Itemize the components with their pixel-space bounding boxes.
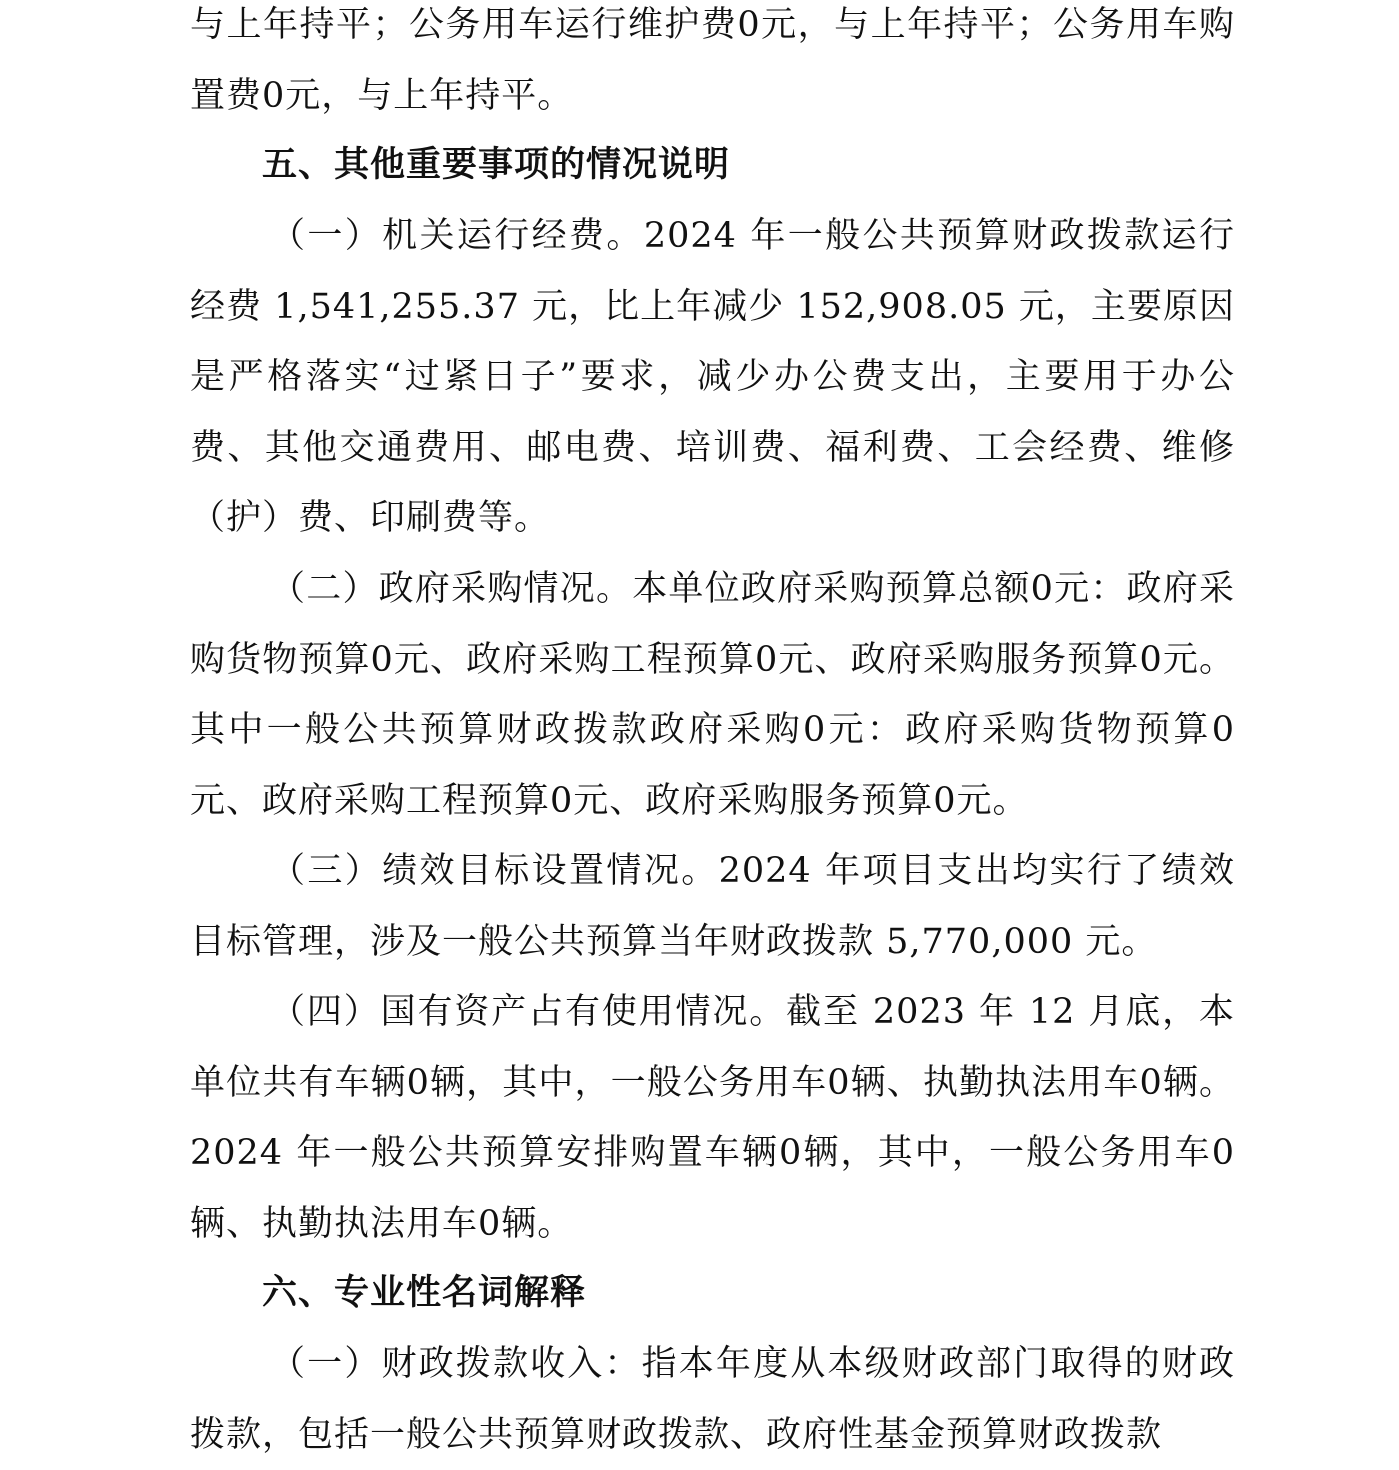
paragraph-title: （一）财政拨款收入： [270, 1344, 642, 1384]
intro-paragraph: 与上年持平；公务用车运行维护费0元，与上年持平；公务用车购置费0元，与上年持平。 [190, 5, 1235, 116]
paragraph-body: 本单位政府采购预算总额0元：政府采购货物预算0元、政府采购工程预算0元、政府采购服务预算0元。其中一般公共预算财政拨款政府采购0元：政府采购货物预算0元、政府采购工程预算0元、政府采购服务预算0元。 [190, 569, 1235, 821]
paragraph-title: （三）绩效目标设置情况。 [270, 851, 719, 891]
paragraph-body: 2024 年项目支出均实行了绩效目标管理，涉及一般公共预算当年财政拨款 5,770,000 元。 [190, 851, 1235, 962]
paragraph-title: （二）政府采购情况。 [270, 569, 633, 609]
paragraph-fiscal-appropriation-income [190, 1329, 1235, 1470]
paragraph-operating-expenses [190, 201, 1235, 554]
paragraph-title: （四）国有资产占有使用情况。 [270, 992, 787, 1032]
paragraph-state-assets [190, 977, 1235, 1259]
paragraph-body: 截至 2023 年 12 月底，本单位共有车辆0辆，其中，一般公务用车0辆、执勤执法用车0辆。2024 年一般公共预算安排购置车辆0辆，其中，一般公务用车0辆、执勤执法用车0辆。 [190, 992, 1235, 1244]
paragraph-body: 指本年度从本级财政部门取得的财政拨款，包括一般公共预算财政拨款、政府性基金预算财政拨款 [190, 1344, 1235, 1455]
paragraph-title: （一）机关运行经费。 [270, 216, 644, 256]
section-heading-6: 六、专业性名词解释 [262, 1273, 587, 1313]
paragraph-government-procurement [190, 554, 1235, 836]
paragraph-performance-targets [190, 836, 1235, 977]
paragraph-body: 2024 年一般公共预算财政拨款运行经费 1,541,255.37 元，比上年减少 152,908.05 元，主要原因是严格落实“过紧日子”要求，减少办公费支出，主要用于办公费、其他交通费用、邮电费、培训费、福利费、工会经费、维修（护）费、印刷费等。 [190, 216, 1235, 538]
section-heading-5: 五、其他重要事项的情况说明 [262, 145, 731, 185]
